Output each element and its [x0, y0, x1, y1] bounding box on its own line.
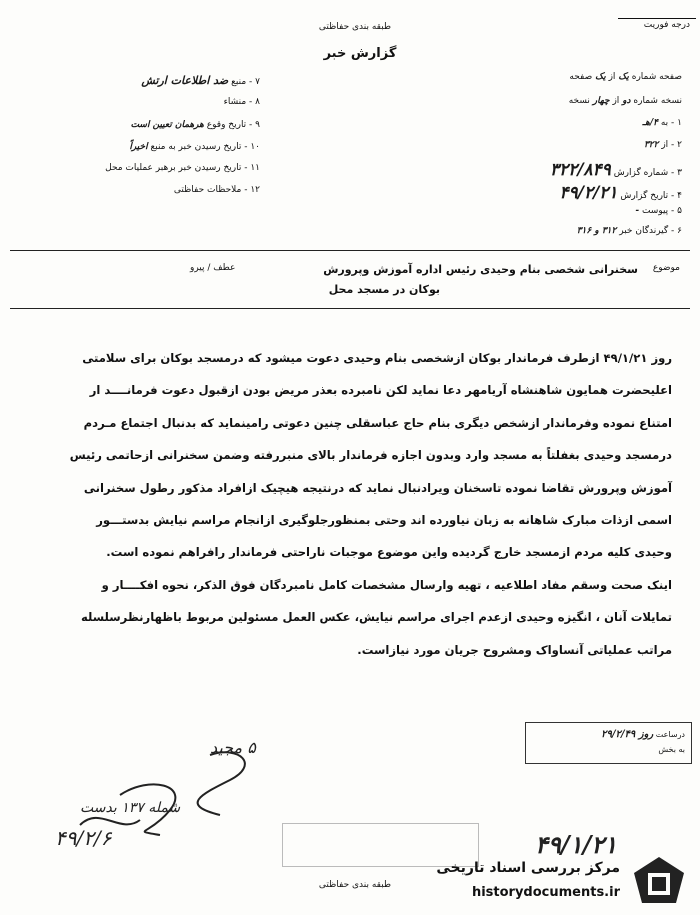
news-received-row: ۱۰ - تاریخ رسیدن خبر به منبع اخیراً: [129, 142, 260, 152]
report-date-row: ۴ - تاریخ گزارش ۴۹/۲/۲۱: [559, 183, 682, 203]
document-title: گزارش خبر: [323, 46, 397, 61]
header-divider: [10, 250, 690, 251]
urgency-label: درجه فوریت: [643, 20, 690, 30]
body-line: مراتب عملیاتی آنساواک ومشروح جریان مورد نیازاست.: [357, 642, 672, 657]
signature-date-right: ۴۹/۱/۲۱: [535, 830, 617, 859]
archive-logo-icon: [632, 855, 686, 907]
origin-row: ۸ - منشاء: [223, 97, 260, 107]
signature-date-left: ۴۹/۲/۶: [55, 826, 112, 850]
attachment-row: ۵ - پیوست -: [635, 206, 682, 216]
body-line: وحیدی کلیه مردم ازمسجد خارج گردیده واین موضوع موجبات ناراحتی فرماندار رافراهم نموده است.: [106, 545, 672, 560]
report-body: [32, 342, 672, 666]
event-date-row: ۹ - تاریخ وقوع هرهمان تعیین است: [130, 120, 260, 130]
operations-received-row: ۱۱ - تاریخ رسیدن خبر برهبر عملیات محل: [105, 163, 260, 173]
body-line: اعلیحضرت همایون شاهنشاه آریامهر دعا نماید لکن نامبرده بعذر مریض بودن ازقبول دعوت فرمانــــد ار: [89, 383, 672, 398]
archive-url: historydocuments.ir: [471, 885, 620, 900]
subject-divider: [10, 308, 690, 309]
body-line: اینک صحت وسقم مفاد اطلاعیه ، تهیه وارسال مشخصات کامل نامبردگان فوق الذکر، نحوه افکــــار و: [101, 577, 672, 592]
stamp-line-2: به بخش: [658, 745, 685, 754]
from-row: ۲ - از ۳۲۲: [643, 140, 682, 150]
signature-1: ۵ مجید: [210, 738, 256, 757]
body-line: آموزش وپرورش تقاضا نموده تاسخنان ویرادنبال نماید که درنتیجه هیچیک ازافراد مذکور رطول سخنرانی: [83, 480, 672, 495]
subject-line-2: بوکان در مسجد محل: [328, 283, 440, 296]
classification-top: طبقه بندی حفاظتی: [318, 22, 392, 32]
subject-line-1: سخنرانی شخصی بنام وحیدی رئیس اداره آموزش وپرورش: [323, 263, 638, 276]
reference-label: عطف / پیرو: [190, 263, 236, 273]
body-line: اسمی ازذات مبارک شاهانه به زبان نیاورده اند وحتی بمنظورجلوگیری ازانجام مراسم نیایش بدستـــور: [96, 513, 672, 528]
source-row: ۷ - منبع ضد اطلاعات ارتش: [141, 74, 260, 87]
recipients-row: ۶ - گیرندگان خبر ۳۱۲ و ۳۱۶: [576, 226, 682, 236]
receipt-stamp: [525, 722, 692, 764]
body-line: امتناع نموده وفرماندار ازشخص دیگری بنام حاج عباسقلی چنین دعوتی رامینماید که بدنبال اجتماع مـردم: [83, 415, 672, 430]
page-number-row: صفحه شماره یک از یک صفحه: [569, 72, 682, 82]
report-number-row: ۳ - شماره گزارش ۳۲۲/۸۴۹: [549, 160, 682, 180]
copy-number-row: نسخه شماره دو از چهار نسخه: [568, 96, 682, 106]
body-line: درمسجد وحیدی بغفلتاً به مسجد وارد وبدون اجازه فرماندار بالای منبررفته وضمن سخنرانی ازحاتمی رئیس: [69, 448, 672, 463]
to-row: ۱ - به ۴/هـ: [642, 118, 682, 128]
classification-bottom: طبقه بندی حفاظتی: [318, 880, 392, 890]
body-line: روز ۴۹/۱/۲۱ ازطرف فرماندار بوکان ازشخصی بنام وحیدی دعوت میشود که درمسجد بوکان برای سلامتی: [82, 351, 672, 365]
subject-label: موضوع: [652, 263, 680, 273]
urgency-divider: [618, 18, 696, 19]
stamp-line-1: درساعت روز ۲۹/۲/۴۹: [601, 729, 685, 740]
security-notes-row: ۱۲ - ملاحظات حفاظتی: [173, 185, 260, 195]
archive-name: مرکز بررسی اسناد تاریخی: [436, 860, 620, 876]
body-line: تمایلات آنان ، انگیزه وحیدی ازعدم اجرای مراسم نیایش، عکس العمل مسئولین مربوط باظهارنظرسلسله: [80, 610, 672, 625]
signature-2: شمله ۱۳۷ بدست: [80, 800, 181, 816]
